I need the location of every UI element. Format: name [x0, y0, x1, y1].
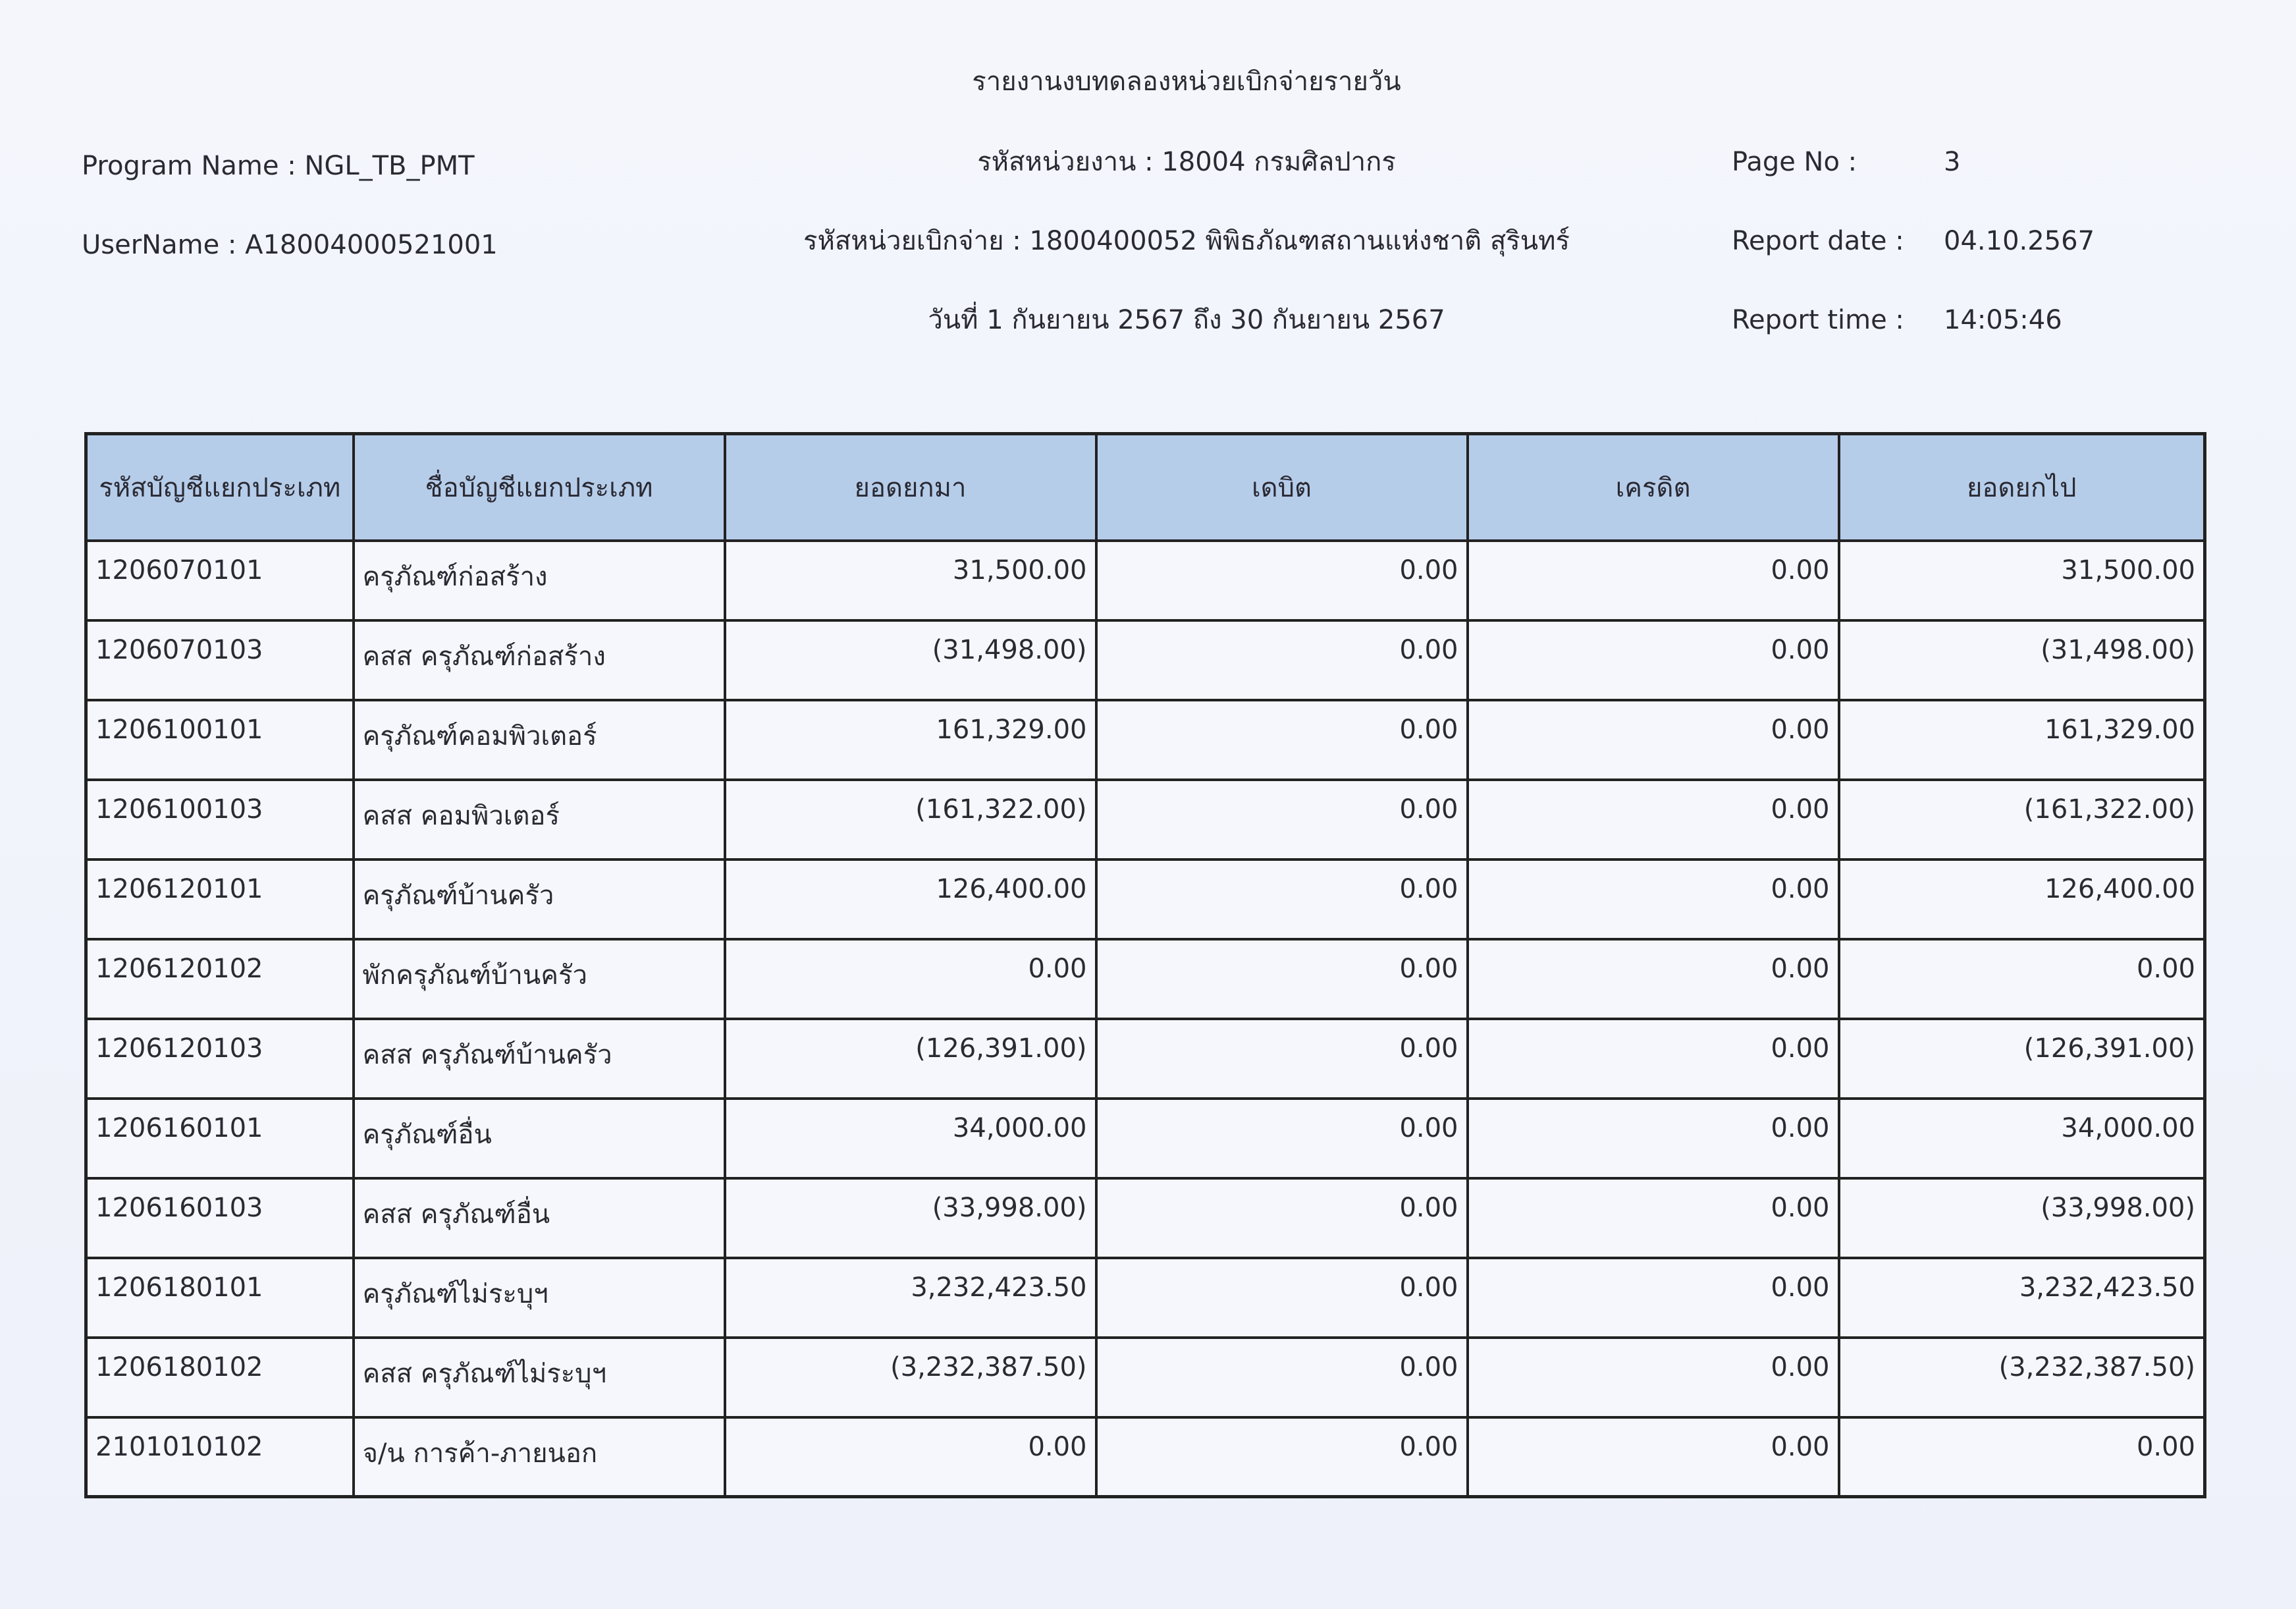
table-row — [86, 1178, 2205, 1258]
table-header-row — [86, 434, 2205, 541]
debit-cell: 0.00 — [1096, 541, 1468, 620]
account-code-cell: 1206120103 — [86, 1019, 354, 1099]
debit-cell: 0.00 — [1096, 1019, 1468, 1099]
credit-cell: 0.00 — [1468, 1178, 1839, 1258]
account-code-cell: 1206180102 — [86, 1338, 354, 1417]
program-name: Program Name : NGL_TB_PMT — [82, 151, 475, 181]
account-name-cell: พักครุภัณฑ์บ้านครัว — [354, 939, 725, 1019]
table-row — [86, 620, 2205, 700]
account-name-cell: ครุภัณฑ์คอมพิวเตอร์ — [354, 700, 725, 780]
table-row — [86, 1338, 2205, 1417]
account-name-cell: คสส ครุภัณฑ์ก่อสร้าง — [354, 620, 725, 700]
disbursing-unit-code: รหัสหน่วยเบิกจ่าย : 1800400052 พิพิธภัณฑสถานแห่งชาติ สุรินทร์ — [803, 226, 1570, 256]
account-name-cell: จ/น การค้า-ภายนอก — [354, 1417, 725, 1497]
brought-forward-cell: 0.00 — [725, 939, 1096, 1019]
account-code-cell: 1206100103 — [86, 780, 354, 859]
carried-forward-cell: 31,500.00 — [1839, 541, 2205, 620]
credit-cell: 0.00 — [1468, 1099, 1839, 1178]
report-date-value: 04.10.2567 — [1944, 226, 2095, 256]
table-row — [86, 1099, 2205, 1178]
credit-cell: 0.00 — [1468, 541, 1839, 620]
credit-cell: 0.00 — [1468, 620, 1839, 700]
column-header-account-name: ชื่อบัญชีแยกประเภท — [354, 434, 725, 541]
carried-forward-cell: 0.00 — [1839, 1417, 2205, 1497]
account-name-cell: คสส คอมพิวเตอร์ — [354, 780, 725, 859]
credit-cell: 0.00 — [1468, 859, 1839, 939]
brought-forward-cell: (3,232,387.50) — [725, 1338, 1096, 1417]
debit-cell: 0.00 — [1096, 620, 1468, 700]
debit-cell: 0.00 — [1096, 1099, 1468, 1178]
account-code-cell: 2101010102 — [86, 1417, 354, 1497]
brought-forward-cell: 126,400.00 — [725, 859, 1096, 939]
credit-cell: 0.00 — [1468, 700, 1839, 780]
carried-forward-cell: 161,329.00 — [1839, 700, 2205, 780]
account-name-cell: คสส ครุภัณฑ์บ้านครัว — [354, 1019, 725, 1099]
credit-cell: 0.00 — [1468, 939, 1839, 1019]
account-code-cell: 1206100101 — [86, 700, 354, 780]
debit-cell: 0.00 — [1096, 1178, 1468, 1258]
table-row — [86, 780, 2205, 859]
column-header-credit: เครดิต — [1468, 434, 1839, 541]
brought-forward-cell: 161,329.00 — [725, 700, 1096, 780]
carried-forward-cell: 34,000.00 — [1839, 1099, 2205, 1178]
debit-cell: 0.00 — [1096, 1258, 1468, 1338]
debit-cell: 0.00 — [1096, 859, 1468, 939]
brought-forward-cell: (126,391.00) — [725, 1019, 1096, 1099]
table-row — [86, 541, 2205, 620]
brought-forward-cell: 34,000.00 — [725, 1099, 1096, 1178]
carried-forward-cell: (161,322.00) — [1839, 780, 2205, 859]
report-time-value: 14:05:46 — [1944, 305, 2062, 335]
column-header-debit: เดบิต — [1096, 434, 1468, 541]
debit-cell: 0.00 — [1096, 1338, 1468, 1417]
table-row — [86, 859, 2205, 939]
brought-forward-cell: 3,232,423.50 — [725, 1258, 1096, 1338]
brought-forward-cell: (31,498.00) — [725, 620, 1096, 700]
credit-cell: 0.00 — [1468, 1258, 1839, 1338]
account-name-cell: ครุภัณฑ์ไม่ระบุฯ — [354, 1258, 725, 1338]
account-code-cell: 1206070103 — [86, 620, 354, 700]
account-name-cell: คสส ครุภัณฑ์อื่น — [354, 1178, 725, 1258]
credit-cell: 0.00 — [1468, 1019, 1839, 1099]
table-row — [86, 1258, 2205, 1338]
column-header-carried-forward: ยอดยกไป — [1839, 434, 2205, 541]
account-name-cell: ครุภัณฑ์ก่อสร้าง — [354, 541, 725, 620]
brought-forward-cell: 0.00 — [725, 1417, 1096, 1497]
debit-cell: 0.00 — [1096, 1417, 1468, 1497]
debit-cell: 0.00 — [1096, 939, 1468, 1019]
account-code-cell: 1206120101 — [86, 859, 354, 939]
table-row — [86, 1417, 2205, 1497]
username: UserName : A18004000521001 — [82, 230, 498, 260]
account-code-cell: 1206120102 — [86, 939, 354, 1019]
report-date-label: Report date : — [1732, 226, 1904, 256]
brought-forward-cell: (33,998.00) — [725, 1178, 1096, 1258]
report-time-label: Report time : — [1732, 305, 1904, 335]
table-body — [86, 541, 2205, 1497]
table-row — [86, 939, 2205, 1019]
report-title: รายงานงบทดลองหน่วยเบิกจ่ายรายวัน — [972, 67, 1401, 97]
account-code-cell: 1206180101 — [86, 1258, 354, 1338]
date-range: วันที่ 1 กันยายน 2567 ถึง 30 กันยายน 2567 — [928, 305, 1445, 335]
account-code-cell: 1206160101 — [86, 1099, 354, 1178]
brought-forward-cell: (161,322.00) — [725, 780, 1096, 859]
unit-code: รหัสหน่วยงาน : 18004 กรมศิลปากร — [977, 147, 1396, 177]
carried-forward-cell: (33,998.00) — [1839, 1178, 2205, 1258]
table-row — [86, 700, 2205, 780]
brought-forward-cell: 31,500.00 — [725, 541, 1096, 620]
page-no-label: Page No : — [1732, 147, 1857, 177]
account-code-cell: 1206070101 — [86, 541, 354, 620]
debit-cell: 0.00 — [1096, 700, 1468, 780]
carried-forward-cell: (3,232,387.50) — [1839, 1338, 2205, 1417]
column-header-account-code: รหัสบัญชีแยกประเภท — [86, 434, 354, 541]
carried-forward-cell: (31,498.00) — [1839, 620, 2205, 700]
account-code-cell: 1206160103 — [86, 1178, 354, 1258]
carried-forward-cell: 0.00 — [1839, 939, 2205, 1019]
column-header-brought-forward: ยอดยกมา — [725, 434, 1096, 541]
page-no-value: 3 — [1944, 147, 1961, 177]
table-row — [86, 1019, 2205, 1099]
carried-forward-cell: 3,232,423.50 — [1839, 1258, 2205, 1338]
credit-cell: 0.00 — [1468, 1338, 1839, 1417]
credit-cell: 0.00 — [1468, 780, 1839, 859]
carried-forward-cell: (126,391.00) — [1839, 1019, 2205, 1099]
trial-balance-table — [84, 432, 2206, 1498]
account-name-cell: ครุภัณฑ์บ้านครัว — [354, 859, 725, 939]
account-name-cell: ครุภัณฑ์อื่น — [354, 1099, 725, 1178]
credit-cell: 0.00 — [1468, 1417, 1839, 1497]
carried-forward-cell: 126,400.00 — [1839, 859, 2205, 939]
account-name-cell: คสส ครุภัณฑ์ไม่ระบุฯ — [354, 1338, 725, 1417]
debit-cell: 0.00 — [1096, 780, 1468, 859]
